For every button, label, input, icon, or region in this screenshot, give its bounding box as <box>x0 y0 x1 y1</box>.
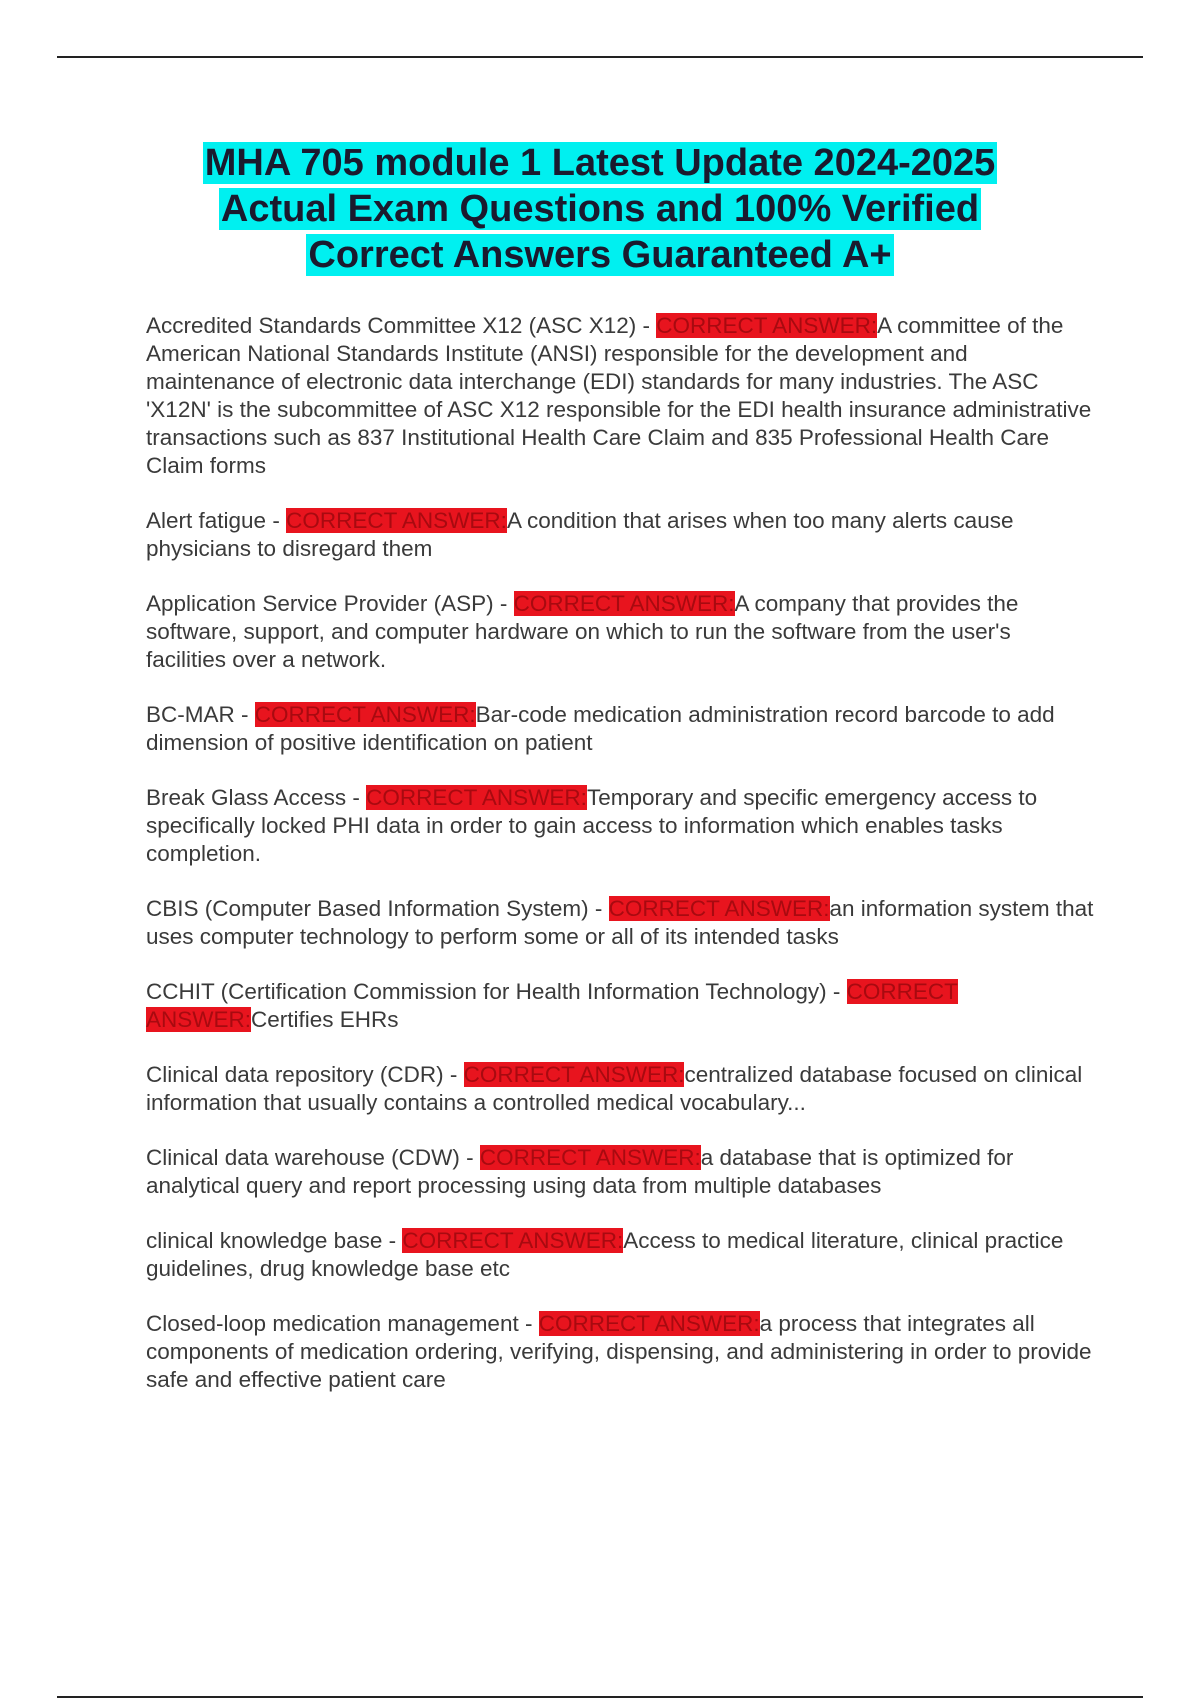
bottom-divider <box>57 1696 1143 1698</box>
title-line-3: Correct Answers Guaranteed A+ <box>308 234 892 276</box>
correct-answer-label: CORRECT ANSWER: <box>146 979 958 1032</box>
entry-definition: a database that is optimized for analytical query and report processing using data from multiple databases <box>146 1145 1014 1198</box>
glossary-entry <box>146 1227 1096 1283</box>
entry-term: CBIS (Computer Based Information System) - <box>146 896 609 921</box>
entry-definition: Temporary and specific emergency access to specifically locked PHI data in order to gain access to information which enables tasks completion. <box>146 785 1038 866</box>
correct-answer-label: CORRECT ANSWER: <box>254 702 476 727</box>
correct-answer-label: CORRECT ANSWER: <box>538 1311 760 1336</box>
document-title <box>100 140 1100 278</box>
entry-definition: Certifies EHRs <box>251 1007 399 1032</box>
correct-answer-label: CORRECT ANSWER: <box>286 508 507 533</box>
entry-definition: an information system that uses computer technology to perform some or all of its intended tasks <box>146 896 1094 949</box>
correct-answer-label: CORRECT ANSWER: <box>402 1228 624 1253</box>
entry-definition: a process that integrates all components of medication ordering, verifying, dispensing, and administering in order to provide safe and effective patient care <box>146 1311 1092 1392</box>
entry-definition: Bar-code medication administration record barcode to add dimension of positive identification on patient <box>146 702 1055 755</box>
glossary-entry <box>146 784 1096 868</box>
entry-term: CCHIT (Certification Commission for Health Information Technology) - <box>146 979 847 1004</box>
entry-term: Accredited Standards Committee X12 (ASC X12) - <box>146 313 657 338</box>
entry-term: Closed-loop medication management - <box>146 1311 539 1336</box>
glossary-entry <box>146 1310 1096 1394</box>
glossary-entry <box>146 1144 1096 1200</box>
entry-definition: A committee of the American National Standards Institute (ANSI) responsible for the development and maintenance of electronic data interchange (EDI) standards for many industries. The ASC 'X12N' is the subcommittee of ASC X12 responsible for the EDI health insurance administrative transactions such as 837 Institutional Health Care Claim and 835 Professional Health Care Claim forms <box>146 313 1092 478</box>
glossary-entry <box>146 895 1096 951</box>
correct-answer-label: CORRECT ANSWER: <box>463 1062 685 1087</box>
title-line-2: Actual Exam Questions and 100% Verified <box>220 188 980 230</box>
entry-term: Clinical data repository (CDR) - <box>146 1062 464 1087</box>
entry-definition: centralized database focused on clinical information that usually contains a controlled medical vocabulary... <box>146 1062 1083 1115</box>
entry-definition: A company that provides the software, support, and computer hardware on which to run the software from the user's facilities over a network. <box>146 591 1019 672</box>
title-line-1: MHA 705 module 1 Latest Update 2024-2025 <box>204 142 996 184</box>
correct-answer-label: CORRECT ANSWER: <box>366 785 587 810</box>
top-divider <box>57 56 1143 58</box>
correct-answer-label: CORRECT ANSWER: <box>479 1145 701 1170</box>
entry-term: BC-MAR - <box>146 702 255 727</box>
glossary-entry <box>146 1061 1096 1117</box>
correct-answer-label: CORRECT ANSWER: <box>513 591 735 616</box>
entry-term: Break Glass Access - <box>146 785 367 810</box>
glossary-entry <box>146 312 1096 480</box>
glossary-entry <box>146 590 1096 674</box>
entry-definition: Access to medical literature, clinical practice guidelines, drug knowledge base etc <box>146 1228 1064 1281</box>
entry-term: Application Service Provider (ASP) - <box>146 591 514 616</box>
glossary-entry <box>146 701 1096 757</box>
entry-term: Clinical data warehouse (CDW) - <box>146 1145 480 1170</box>
correct-answer-label: CORRECT ANSWER: <box>608 896 830 921</box>
correct-answer-label: CORRECT ANSWER: <box>656 313 878 338</box>
glossary-entry <box>146 978 1096 1034</box>
entry-term: Alert fatigue - <box>146 508 287 533</box>
glossary-entry <box>146 507 1096 563</box>
glossary-list <box>146 312 1096 1421</box>
entry-term: clinical knowledge base - <box>146 1228 403 1253</box>
entry-definition: A condition that arises when too many alerts cause physicians to disregard them <box>146 508 1014 561</box>
